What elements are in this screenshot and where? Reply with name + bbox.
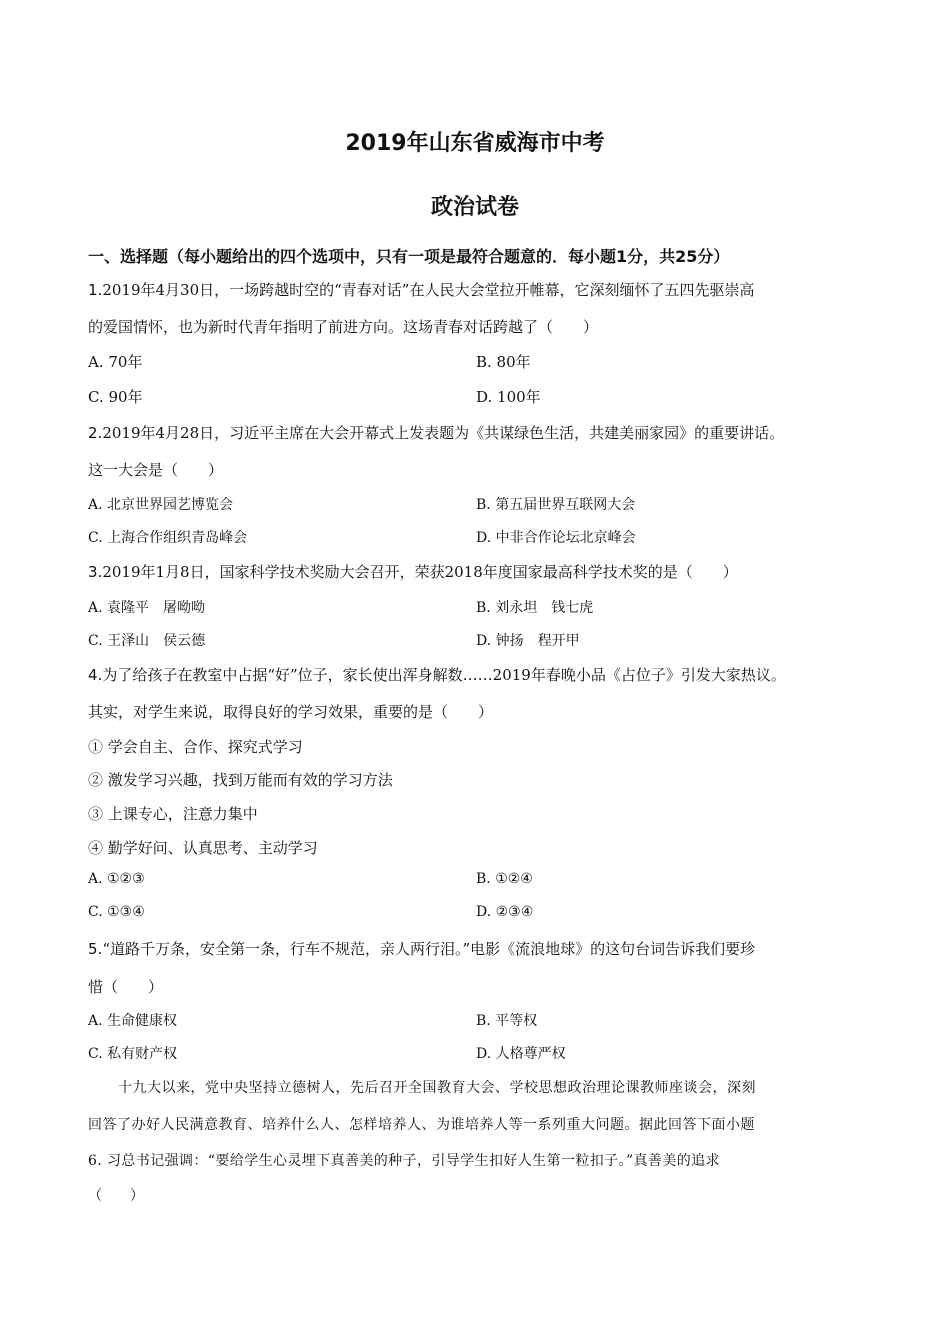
- page-subtitle: 政治试卷: [430, 195, 519, 220]
- question-3-option-c: C. 王泽山 侯云德: [88, 633, 206, 649]
- question-3-option-b: B. 刘永坦 钱七虎: [476, 600, 594, 616]
- question-5-option-c: C. 私有财产权: [88, 1046, 178, 1062]
- question-number: 5.: [88, 940, 103, 958]
- question-4-statement-2: ② 激发学习兴趣，找到万能而有效的学习方法: [88, 771, 393, 789]
- section-heading: 一、选择题（每小题给出的四个选项中，只有一项是最符合题意的．每小题1分，共25分）: [88, 247, 730, 266]
- question-4-option-a: A. ①②③: [88, 871, 145, 887]
- question-5-line-1: 5.“道路千万条，安全第一条，行车不规范，亲人两行泪。”电影《流浪地球》的这句台词告诉我们要珍: [88, 940, 756, 958]
- page-title: 2019年山东省威海市中考: [345, 131, 605, 156]
- question-1-line-2: 的爱国情怀，也为新时代青年指明了前进方向。这场青春对话跨越了（ ）: [88, 318, 599, 336]
- question-4-option-b: B. ①②④: [476, 871, 533, 887]
- question-1-option-b: B. 80年: [476, 353, 531, 371]
- question-4-statement-4: ④ 勤学好问、认真思考、主动学习: [88, 839, 318, 857]
- question-2-option-a: A. 北京世界园艺博览会: [88, 497, 234, 513]
- question-3-line-1: 3.2019年1月8日，国家科学技术奖励大会召开，荣获2018年度国家最高科学技术奖的是（ ）: [88, 563, 738, 581]
- question-2-option-b: B. 第五届世界互联网大会: [476, 497, 636, 513]
- question-5-option-d: D. 人格尊严权: [476, 1046, 566, 1062]
- question-6-line-1: 6. 习总书记强调：“要给学生心灵埋下真善美的种子，引导学生扣好人生第一粒扣子。”真善美的追求: [88, 1153, 720, 1169]
- question-5-line-2: 惜（ ）: [88, 978, 164, 996]
- question-4-statement-1: ① 学会自主、合作、探究式学习: [88, 738, 303, 756]
- question-2-line-2: 这一大会是（ ）: [88, 461, 224, 479]
- question-5-option-b: B. 平等权: [476, 1013, 538, 1029]
- passage-line-2: 回答了办好人民满意教育、培养什么人、怎样培养人、为谁培养人等一系列重大问题。据此回答下面小题: [88, 1117, 755, 1133]
- question-3-option-a: A. 袁隆平 屠呦呦: [88, 600, 206, 616]
- question-3-option-d: D. 钟扬 程开甲: [476, 633, 580, 649]
- question-number: 2.: [88, 424, 103, 442]
- question-1-option-a: A. 70年: [88, 353, 143, 371]
- question-4-option-d: D. ②③④: [476, 904, 534, 920]
- question-2-line-1: 2.2019年4月28日，习近平主席在大会开幕式上发表题为《共谋绿色生活，共建美丽家园》的重要讲话。: [88, 424, 785, 442]
- question-6-line-2: （ ）: [88, 1188, 144, 1204]
- question-2-option-d: D. 中非合作论坛北京峰会: [476, 530, 636, 546]
- question-4-line-2: 其实，对学生来说，取得良好的学习效果，重要的是（ ）: [88, 703, 494, 721]
- question-5-option-a: A. 生命健康权: [88, 1013, 178, 1029]
- question-1-option-d: D. 100年: [476, 388, 541, 406]
- question-number: 3.: [88, 563, 103, 581]
- question-1-line-1: 1.2019年4月30日，一场跨越时空的“青春对话”在人民大会堂拉开帷幕，它深刻缅怀了五四先驱崇高: [88, 281, 755, 299]
- question-2-option-c: C. 上海合作组织青岛峰会: [88, 530, 248, 546]
- passage-line-1: 十九大以来，党中央坚持立德树人，先后召开全国教育大会、学校思想政治理论课教师座谈会，深刻: [118, 1080, 756, 1096]
- question-4-statement-3: ③ 上课专心，注意力集中: [88, 805, 258, 823]
- question-number: 1.: [88, 281, 103, 299]
- question-1-option-c: C. 90年: [88, 388, 143, 406]
- question-4-option-c: C. ①③④: [88, 904, 145, 920]
- question-4-line-1: 4.为了给孩子在教室中占据“好”位子，家长使出浑身解数……2019年春晚小品《占位子》引发大家热议。: [88, 666, 786, 684]
- question-number: 4.: [88, 666, 103, 684]
